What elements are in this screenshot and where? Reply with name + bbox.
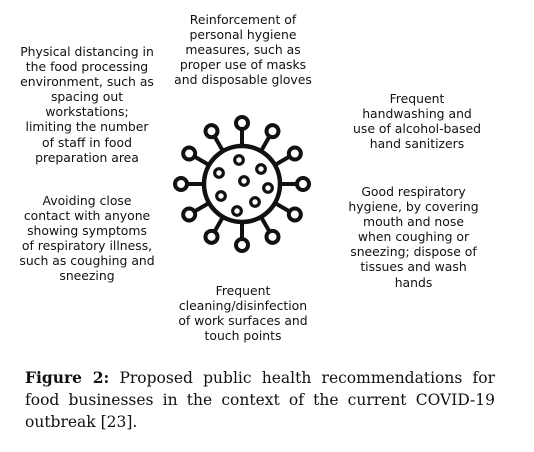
virus-spike-knob (183, 148, 195, 160)
virus-spike-knob (183, 209, 195, 221)
virus-spike-knob (236, 239, 248, 251)
virus-spike-knob (175, 178, 187, 190)
virus-spike-knob (297, 178, 309, 190)
virus-spike-stem (261, 217, 270, 232)
caption-text: Proposed public health recommendations for food businesses in the context of the current COVID-19 outbreak [23]. (25, 369, 495, 431)
virus-spike-knob (289, 209, 301, 221)
virus-spike-knob (206, 125, 218, 137)
virus-spike-stem (275, 203, 290, 212)
recommendation-respiratory-hygiene: Good respiratory hygiene, by covering mouth and nose when coughing or sneezing; dispose of tissues and wash hands (348, 184, 479, 290)
figure-caption (25, 367, 495, 433)
virus-spike-knob (267, 231, 279, 243)
virus-spike-knob (267, 125, 279, 137)
virus-icon (168, 114, 316, 254)
virus-spike-stem (261, 136, 270, 151)
virus-spike-stem (194, 203, 209, 212)
virus-spike-stem (215, 136, 224, 151)
recommendation-personal-hygiene: Reinforcement of personal hygiene measures, such as proper use of masks and disposable gloves (174, 12, 312, 88)
virus-spike-knob (236, 117, 248, 129)
recommendation-physical-distancing: Physical distancing in the food processing environment, such as spacing out workstations; limiting the number of staff in food preparation area (20, 44, 154, 165)
recommendation-handwashing: Frequent handwashing and use of alcohol-based hand sanitizers (353, 91, 481, 152)
virus-spike-stem (215, 217, 224, 232)
virus-spike-knob (206, 231, 218, 243)
figure-label: Figure 2: (25, 368, 110, 387)
virus-spike-stem (194, 157, 209, 166)
recommendation-surface-cleaning: Frequent cleaning/disinfection of work surfaces and touch points (178, 283, 308, 344)
virus-spike-stem (275, 157, 290, 166)
recommendation-avoid-close-contact: Avoiding close contact with anyone showing symptoms of respiratory illness, such as coughing and sneezing (19, 193, 155, 284)
virus-spike-knob (289, 148, 301, 160)
